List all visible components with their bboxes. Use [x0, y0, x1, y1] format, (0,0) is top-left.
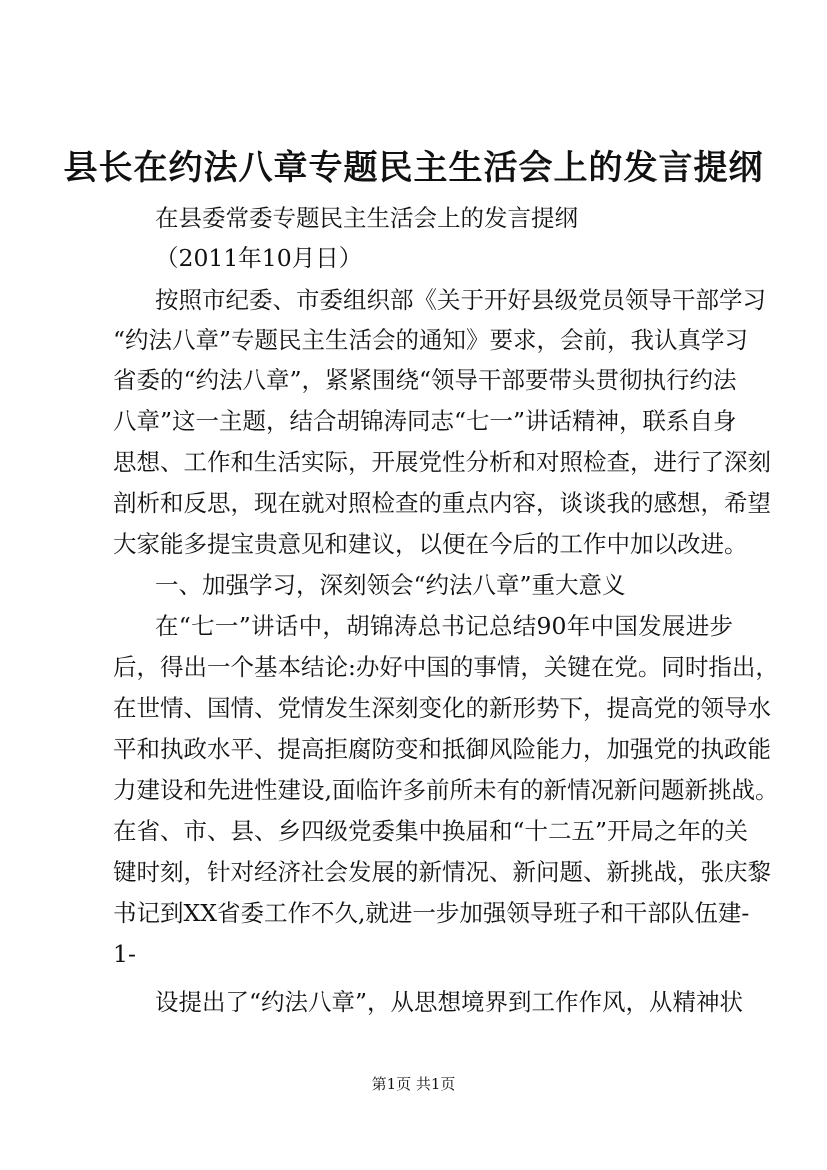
date-line: （2011年10月日） — [155, 244, 363, 272]
paragraph-line: 后，得出一个基本结论:办好中国的事情，关键在党。同时指出， — [113, 653, 779, 681]
paragraph-line: 键时刻，针对经济社会发展的新情况、新问题、新挑战，张庆黎 — [113, 858, 771, 886]
section-heading: 一、加强学习，深刻领会“约法八章”重大意义 — [155, 571, 626, 599]
page-footer: 第1页 共1页 — [371, 1075, 456, 1093]
paragraph-line: 省委的“约法八章”，紧紧围绕“领导干部要带头贯彻执行约法 — [113, 366, 737, 394]
paragraph-line: 书记到XX省委工作不久,就进一步加强领导班子和干部队伍建- — [113, 899, 750, 927]
paragraph-line: 八章”这一主题，结合胡锦涛同志“七一”讲话精神，联系自身 — [113, 407, 737, 435]
subtitle: 在县委常委专题民主生活会上的发言提纲 — [155, 204, 578, 232]
paragraph-line: 在“七一”讲话中，胡锦涛总书记总结90年中国发展进步 — [155, 612, 733, 640]
paragraph-line: 按照市纪委、市委组织部《关于开好县级党员领导干部学习 — [155, 286, 766, 314]
document-title: 县长在约法八章专题民主生活会上的发言提纲 — [63, 148, 764, 188]
paragraph-line: 大家能多提宝贵意见和建议，以便在今后的工作中加以改进。 — [113, 530, 748, 558]
page-number-inline: 1- — [113, 940, 136, 968]
paragraph-line: 剖析和反思，现在就对照检查的重点内容，谈谈我的感想，希望 — [113, 489, 771, 517]
paragraph-line: 在省、市、县、乡四级党委集中换届和“十二五”开局之年的关 — [113, 817, 749, 845]
paragraph-line: 平和执政水平、提高拒腐防变和抵御风险能力，加强党的执政能 — [113, 735, 771, 763]
paragraph-line: 设提出了“约法八章”，从思想境界到工作作风，从精神状 — [155, 988, 744, 1016]
paragraph-line: “约法八章”专题民主生活会的通知》要求，会前，我认真学习 — [113, 326, 749, 354]
paragraph-line: 在世情、国情、党情发生深刻变化的新形势下，提高党的领导水 — [113, 694, 771, 722]
paragraph-line: 力建设和先进性建设,面临许多前所未有的新情况新问题新挑战。 — [113, 776, 779, 804]
paragraph-line: 思想、工作和生活实际，开展党性分析和对照检查，进行了深刻 — [113, 448, 771, 476]
